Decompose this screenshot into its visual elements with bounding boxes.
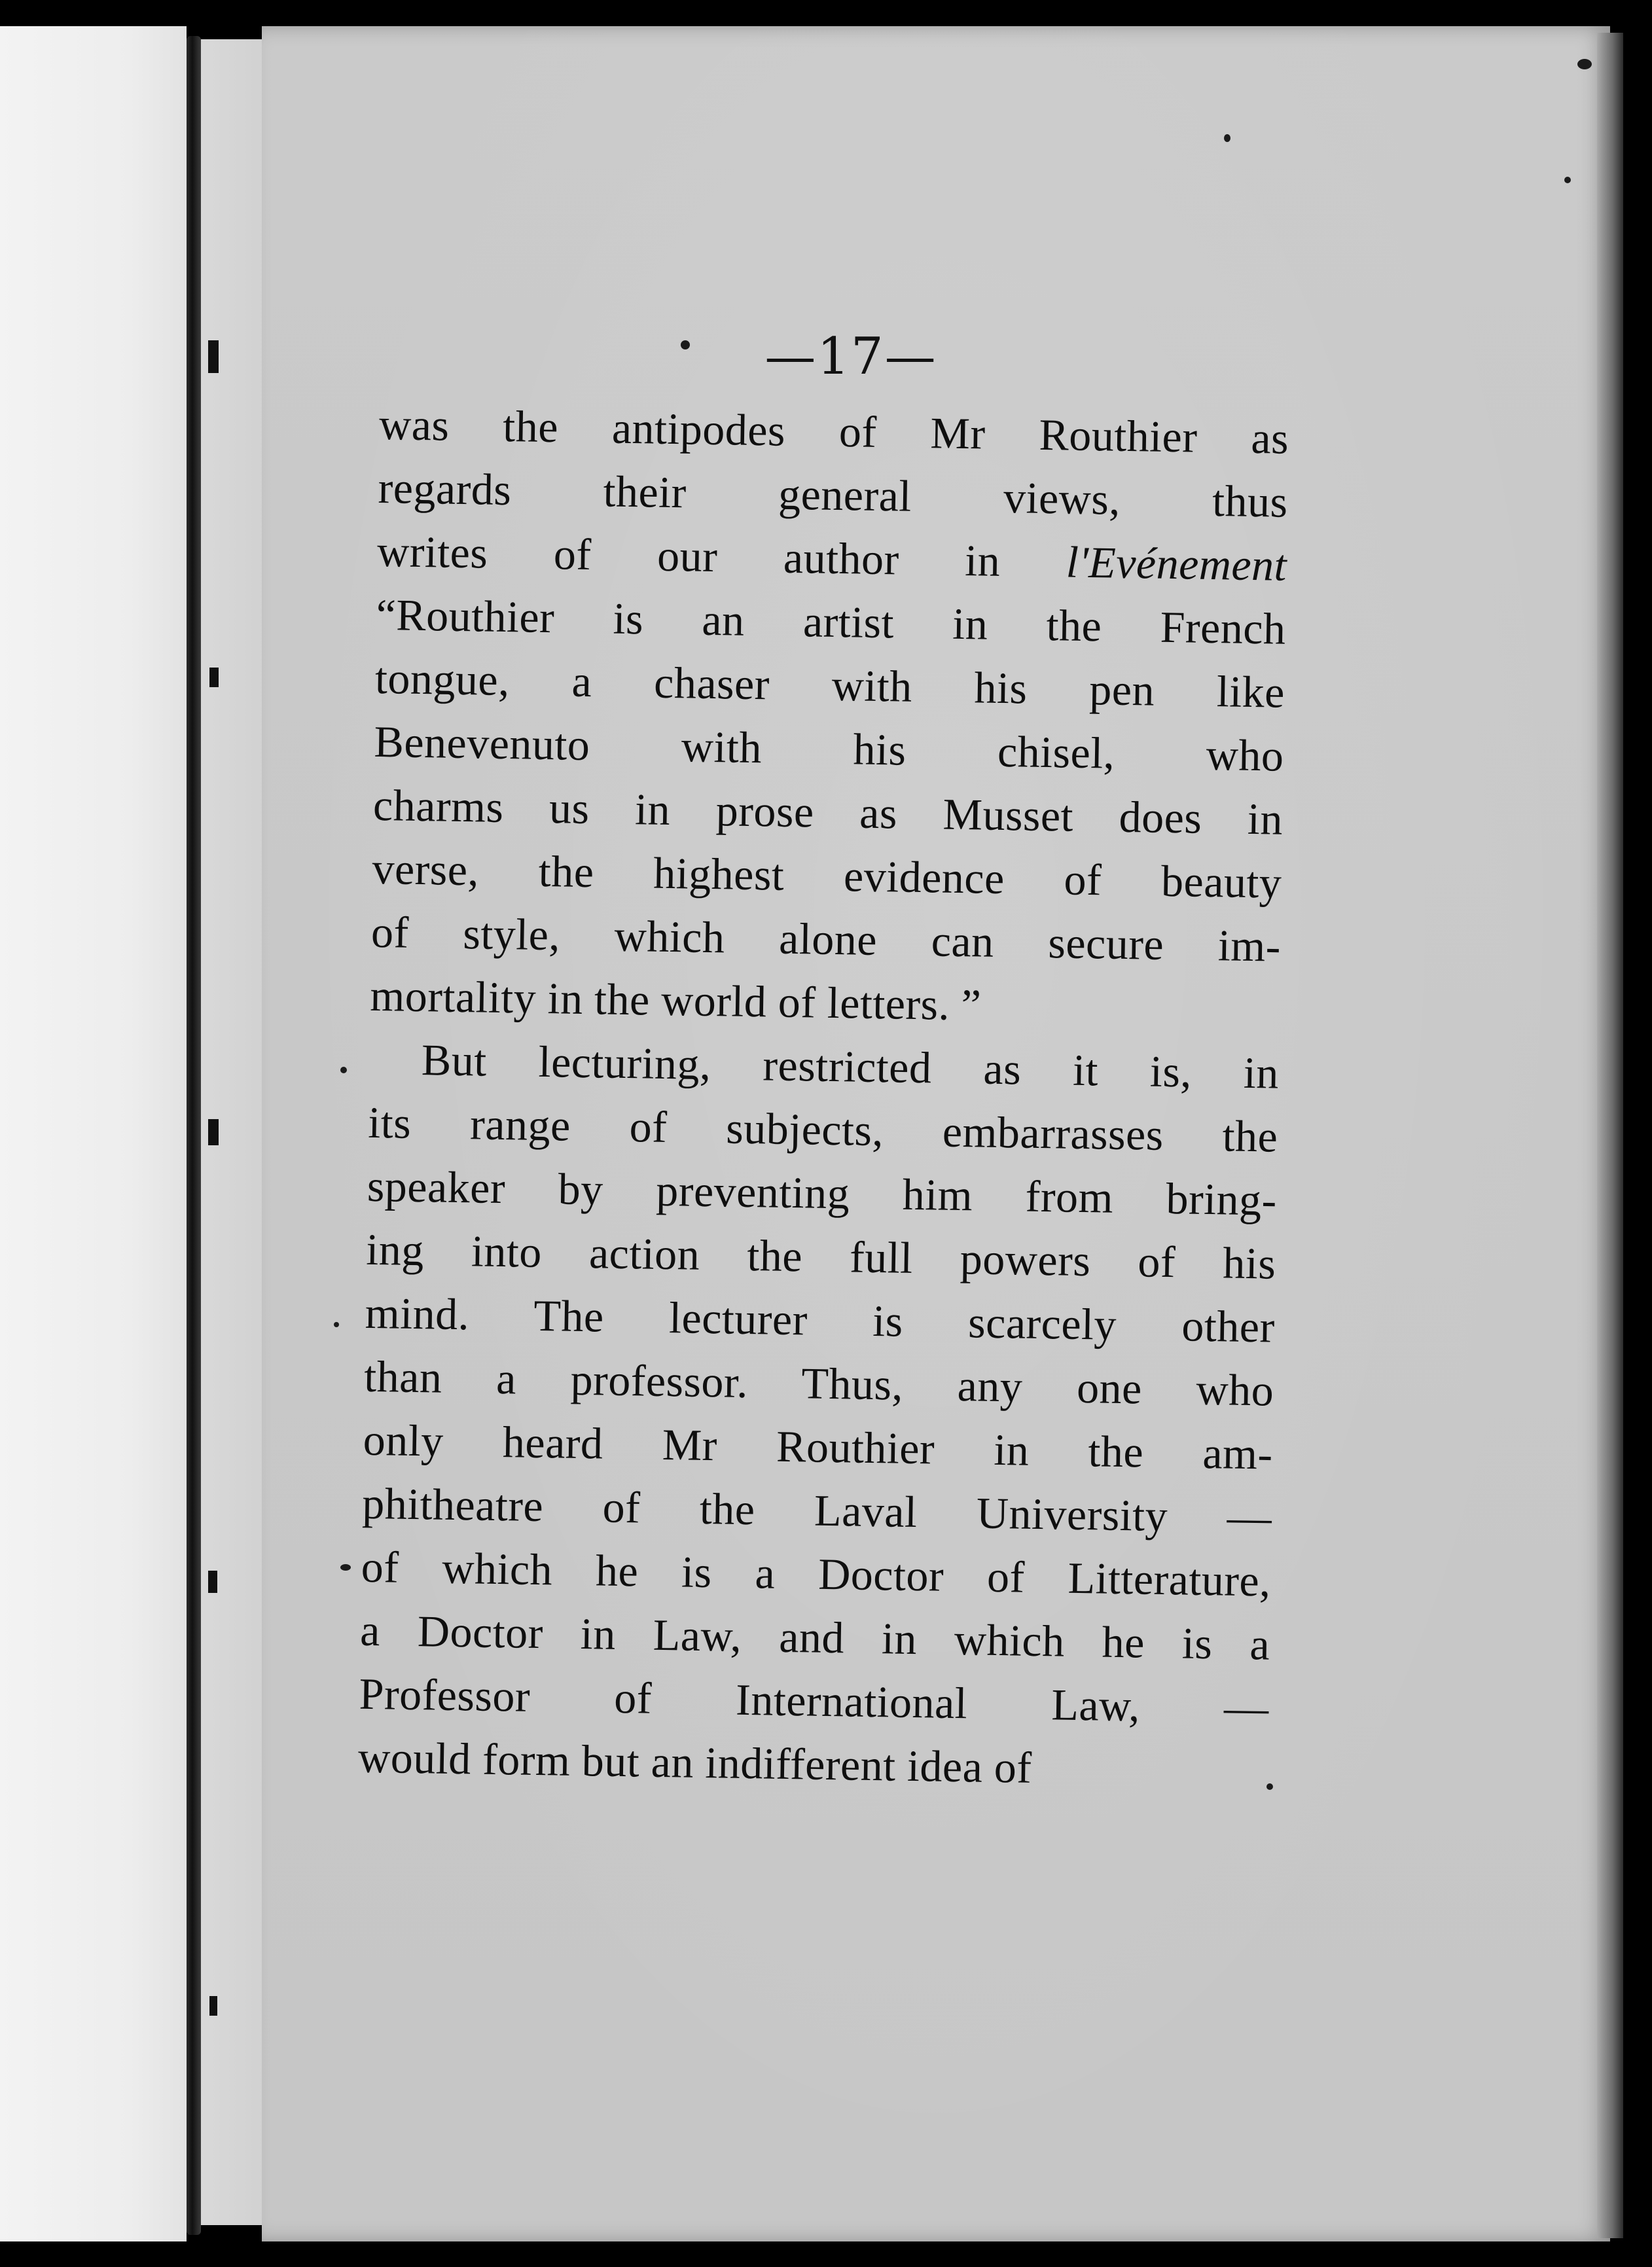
dust-speck <box>1224 134 1230 142</box>
text-line: would form but an indifferent idea of <box>357 1732 1033 1793</box>
text-line: regards their general views, thus <box>378 462 1289 527</box>
italic-title: l'Evénement <box>1066 537 1287 590</box>
text-line-with-italic: writes of our author in l'Evénement <box>376 526 1287 590</box>
binding-mark <box>209 1996 217 2016</box>
film-right-border <box>1623 0 1652 2267</box>
book-spine <box>187 36 201 2235</box>
text-line: verse, the highest evidence of beauty <box>371 843 1283 908</box>
binding-mark <box>208 340 219 373</box>
text-line: tongue, a chaser with his pen like <box>374 652 1285 717</box>
page-right-edge <box>1597 33 1623 2238</box>
dust-speck <box>334 1322 339 1327</box>
binding-mark <box>209 668 219 687</box>
text-line: mind. The lecturer is scarcely other <box>365 1287 1276 1352</box>
body-text <box>357 393 1289 1804</box>
text-line: mortality in the world of letters. ” <box>369 970 982 1030</box>
text-line: ing into action the full powers of his <box>365 1224 1276 1289</box>
text-line: speaker by preventing him from bring- <box>367 1160 1278 1225</box>
paragraph <box>357 1027 1279 1804</box>
text-line: charms us in prose as Musset does in <box>372 779 1284 844</box>
paragraph <box>370 393 1289 1042</box>
text-line: of style, which alone can secure im- <box>370 906 1282 971</box>
dust-speck <box>340 1067 347 1073</box>
text-line: a Doctor in Law, and in which he is a <box>359 1605 1270 1669</box>
text-line: But lecturing, restricted as it is, in <box>421 1035 1280 1098</box>
film-bottom-border <box>0 2241 1652 2267</box>
dust-speck <box>340 1564 351 1571</box>
film-scratch <box>26 1806 34 1823</box>
text-line: Benevenuto with his chisel, who <box>374 716 1285 781</box>
text-line: than a professor. Thus, any one who <box>363 1351 1274 1416</box>
binding-mark <box>208 1571 217 1593</box>
dust-speck <box>1577 59 1592 69</box>
text-line: was the antipodes of Mr Routhier as <box>378 399 1289 463</box>
previous-page-edge <box>0 26 187 2267</box>
film-top-border <box>0 0 1652 26</box>
text-line: phitheatre of the Laval University — <box>361 1478 1272 1543</box>
text-line: of which he is a Doctor of Litterature, <box>361 1541 1272 1606</box>
dust-speck <box>1564 177 1571 183</box>
text-line: only heard Mr Routhier in the am- <box>363 1414 1274 1479</box>
text-line: “Routhier is an artist in the French <box>376 589 1287 654</box>
page-number: —17— <box>764 327 937 386</box>
text-line: its range of subjects, embarrasses the <box>367 1097 1278 1162</box>
binding-mark <box>208 1119 219 1145</box>
dust-speck <box>681 340 690 349</box>
text-line: Professor of International Law, — <box>359 1668 1270 1733</box>
